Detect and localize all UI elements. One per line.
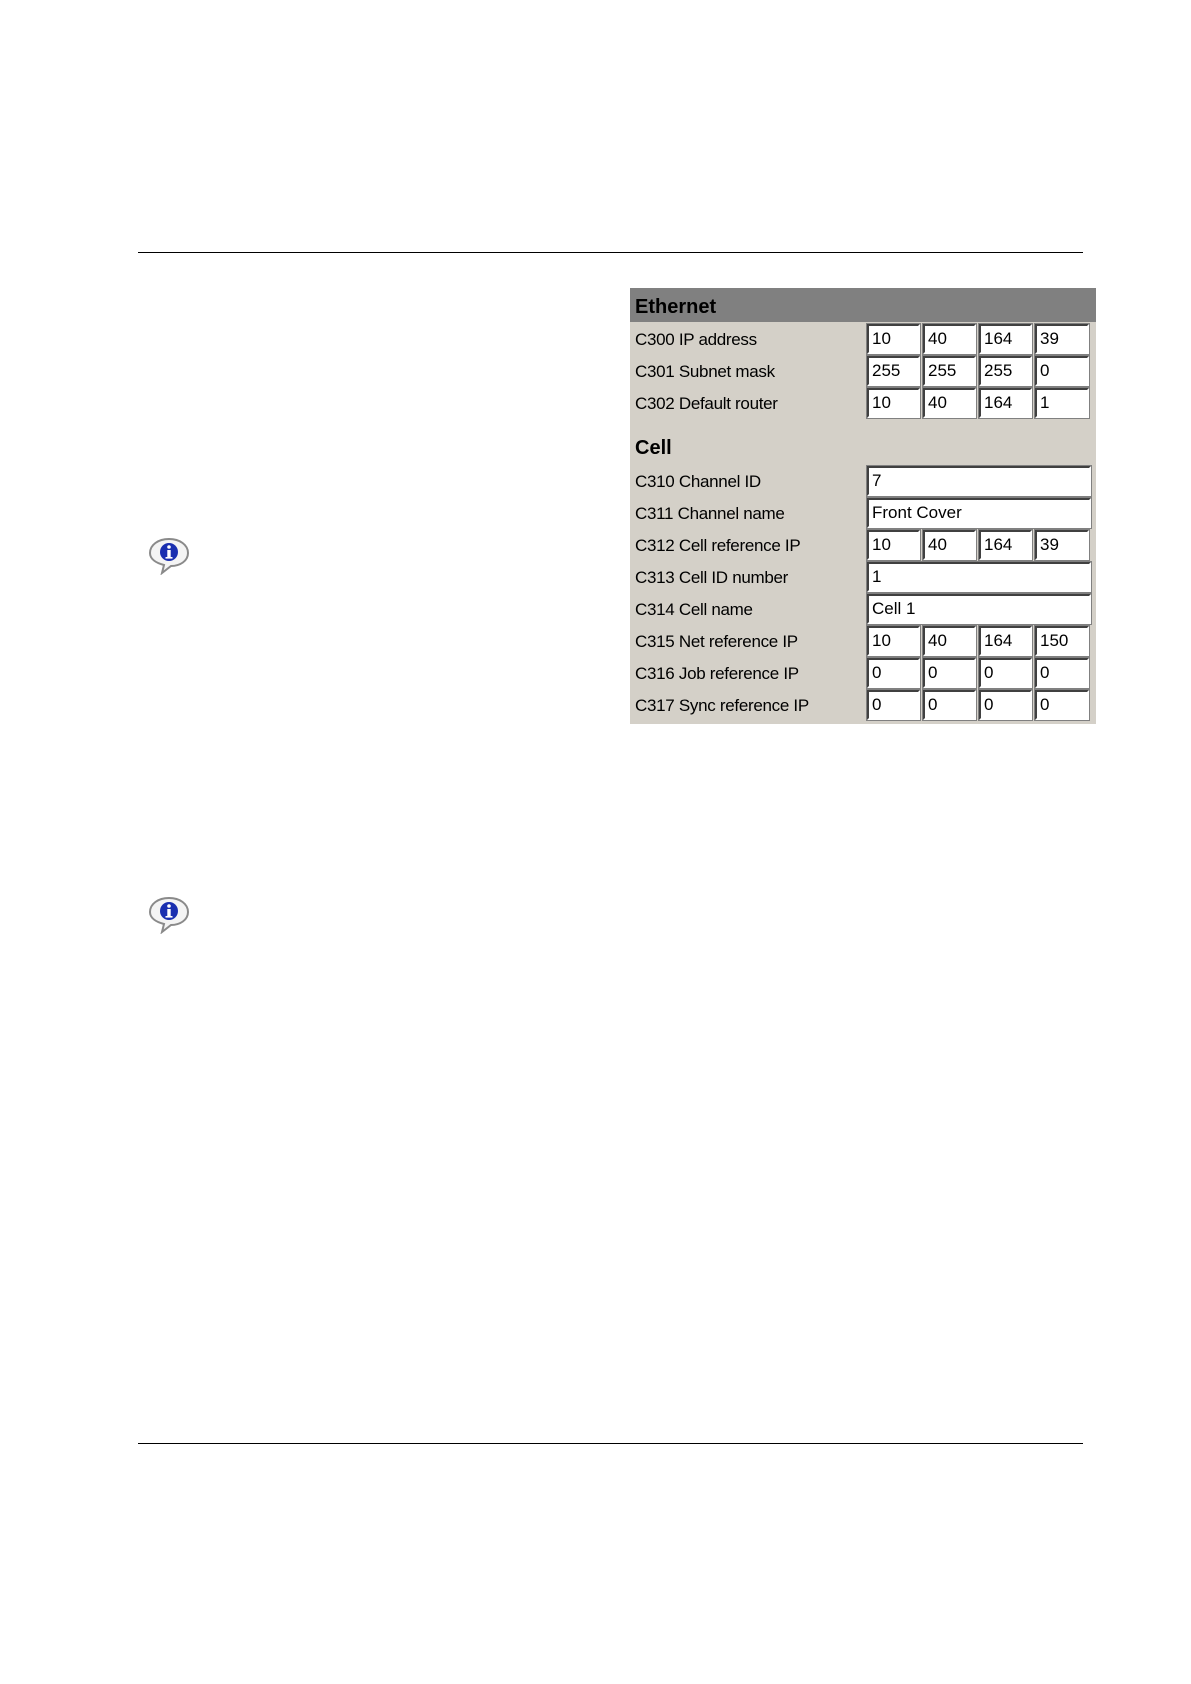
row-label: C315 Net reference IP bbox=[635, 632, 798, 651]
row-label: C317 Sync reference IP bbox=[635, 696, 809, 715]
subnet-octet-3-field[interactable]: 255 bbox=[979, 356, 1032, 386]
router-octet-4-field[interactable]: 1 bbox=[1035, 388, 1089, 418]
router-octet-1-field[interactable]: 10 bbox=[867, 388, 920, 418]
sync-ref-octet-1-field[interactable]: 0 bbox=[867, 690, 920, 720]
cell-name-field[interactable]: Cell 1 bbox=[867, 594, 1091, 624]
row-label: C302 Default router bbox=[635, 394, 778, 413]
subnet-octet-2-field[interactable]: 255 bbox=[923, 356, 976, 386]
cell-row-cell-reference-ip bbox=[630, 530, 1096, 560]
cell-row-net-reference-ip bbox=[630, 626, 1096, 656]
cell-row-channel-name bbox=[630, 498, 1096, 528]
net-ref-octet-2-field[interactable]: 40 bbox=[923, 626, 976, 656]
channel-name-field[interactable]: Front Cover bbox=[867, 498, 1091, 528]
cell-ref-octet-3-field[interactable]: 164 bbox=[979, 530, 1032, 560]
cell-row-channel-id bbox=[630, 466, 1096, 496]
info-icon bbox=[148, 537, 190, 575]
cell-ref-octet-2-field[interactable]: 40 bbox=[923, 530, 976, 560]
job-ref-octet-4-field[interactable]: 0 bbox=[1035, 658, 1089, 688]
cell-id-number-field[interactable]: 1 bbox=[867, 562, 1091, 592]
ip-octet-2-field[interactable]: 40 bbox=[923, 324, 976, 354]
row-label: C311 Channel name bbox=[635, 504, 785, 523]
ethernet-section-title: Ethernet bbox=[635, 296, 717, 318]
job-ref-octet-2-field[interactable]: 0 bbox=[923, 658, 976, 688]
cell-row-sync-reference-ip bbox=[630, 690, 1096, 720]
subnet-octet-1-field[interactable]: 255 bbox=[867, 356, 920, 386]
row-label: C310 Channel ID bbox=[635, 472, 761, 491]
row-label: C312 Cell reference IP bbox=[635, 536, 801, 555]
info-icon bbox=[148, 896, 190, 934]
cell-ref-octet-4-field[interactable]: 39 bbox=[1035, 530, 1089, 560]
router-octet-2-field[interactable]: 40 bbox=[923, 388, 976, 418]
router-octet-3-field[interactable]: 164 bbox=[979, 388, 1032, 418]
ip-octet-3-field[interactable]: 164 bbox=[979, 324, 1032, 354]
row-label: C314 Cell name bbox=[635, 600, 753, 619]
cell-row-job-reference-ip bbox=[630, 658, 1096, 688]
ethernet-row-subnet-mask bbox=[630, 356, 1096, 386]
row-label: C316 Job reference IP bbox=[635, 664, 799, 683]
cell-row-cell-id-number bbox=[630, 562, 1096, 592]
ip-octet-4-field[interactable]: 39 bbox=[1035, 324, 1089, 354]
ethernet-row-default-router bbox=[630, 388, 1096, 418]
net-ref-octet-4-field[interactable]: 150 bbox=[1035, 626, 1089, 656]
row-label: C300 IP address bbox=[635, 330, 757, 349]
sync-ref-octet-4-field[interactable]: 0 bbox=[1035, 690, 1089, 720]
sync-ref-octet-2-field[interactable]: 0 bbox=[923, 690, 976, 720]
channel-id-field[interactable]: 7 bbox=[867, 466, 1091, 496]
job-ref-octet-1-field[interactable]: 0 bbox=[867, 658, 920, 688]
row-label: C313 Cell ID number bbox=[635, 568, 789, 587]
sync-ref-octet-3-field[interactable]: 0 bbox=[979, 690, 1032, 720]
header-rule bbox=[138, 252, 1083, 253]
cell-row-cell-name bbox=[630, 594, 1096, 624]
subnet-octet-4-field[interactable]: 0 bbox=[1035, 356, 1089, 386]
net-ref-octet-1-field[interactable]: 10 bbox=[867, 626, 920, 656]
row-label: C301 Subnet mask bbox=[635, 362, 775, 381]
cell-ref-octet-1-field[interactable]: 10 bbox=[867, 530, 920, 560]
cell-section-title: Cell bbox=[635, 437, 672, 459]
net-ref-octet-3-field[interactable]: 164 bbox=[979, 626, 1032, 656]
ip-octet-1-field[interactable]: 10 bbox=[867, 324, 920, 354]
footer-rule bbox=[138, 1443, 1083, 1444]
ethernet-row-ip-address bbox=[630, 324, 1096, 354]
network-settings-panel bbox=[630, 288, 1096, 724]
job-ref-octet-3-field[interactable]: 0 bbox=[979, 658, 1032, 688]
